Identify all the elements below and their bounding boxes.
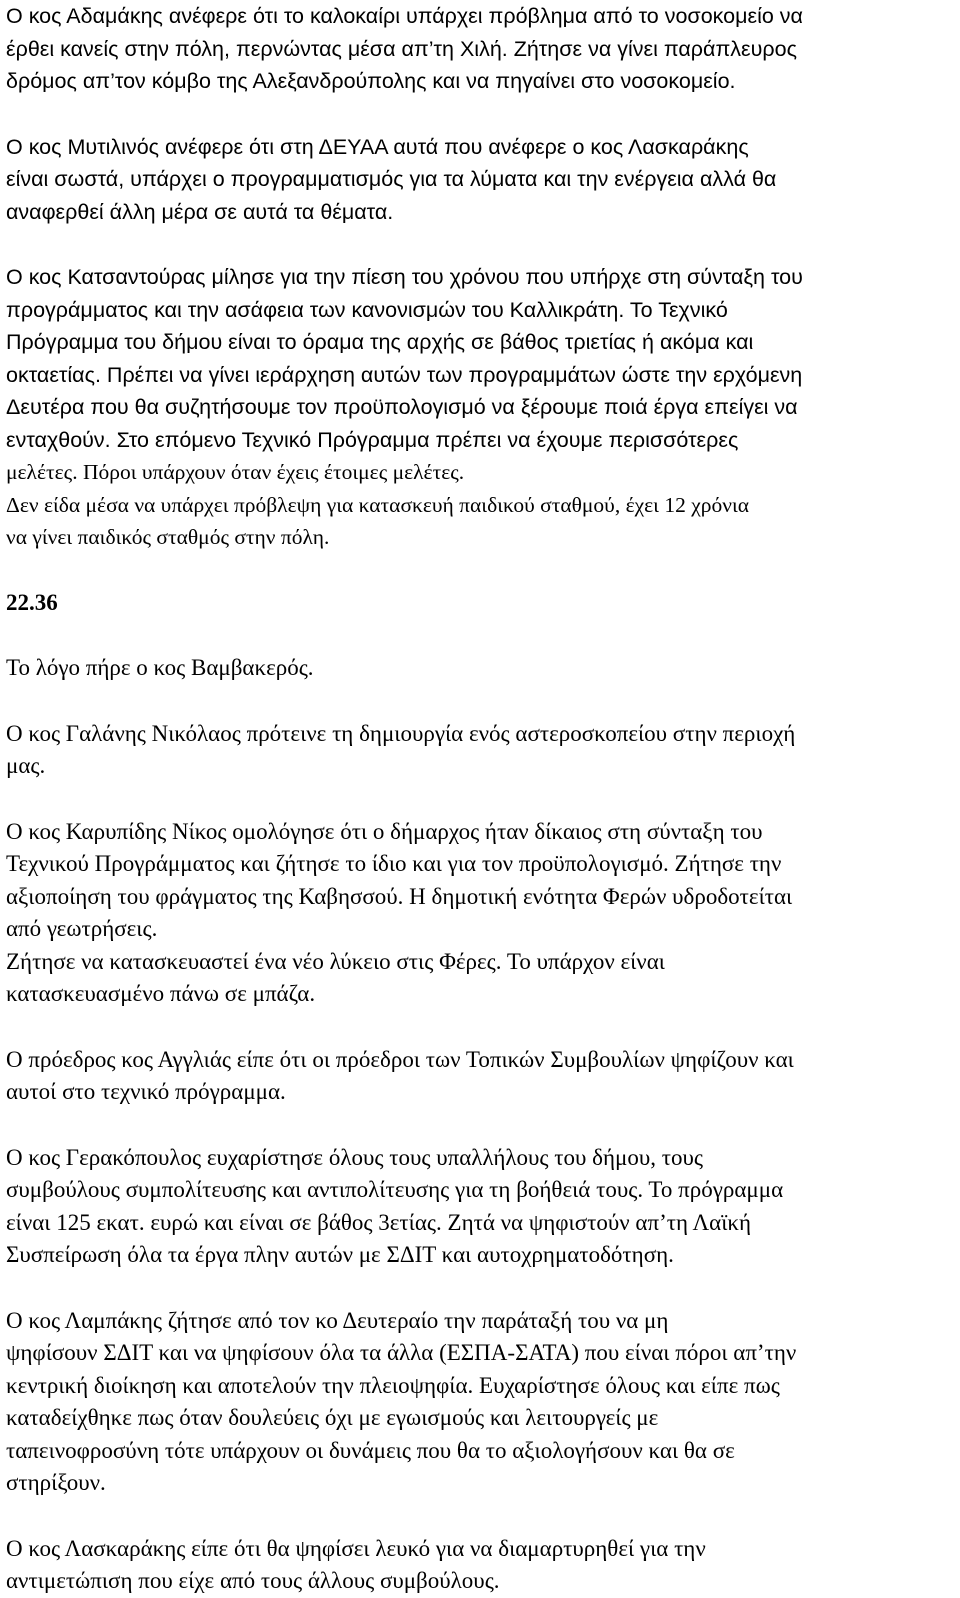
paragraph-gerakopoulos: [6, 1142, 956, 1272]
paragraph-galanis: [6, 718, 956, 783]
text-line: δρόμος απ’τον κόμβο της Αλεξανδρούπολης και να πηγαίνει στο νοσοκομείο.: [6, 69, 736, 93]
paragraph-angliass: [6, 1044, 956, 1109]
text-line: Τεχνικού Προγράμματος και ζήτησε το ίδιο και για τον προϋπολογισμό. Ζήτησε την: [6, 851, 782, 876]
text-line: Ο κος Κατσαντούρας μίλησε για την πίεση του χρόνου που υπήρχε στη σύνταξη του: [6, 265, 803, 289]
paragraph-laskarakis: [6, 1533, 956, 1598]
text-line: Ο κος Λαμπάκης ζήτησε από τον κο Δευτεραίο την παράταξή του να μη: [6, 1307, 669, 1333]
text-line: Δευτέρα που θα συζητήσουμε τον προϋπολογισμό να ξέρουμε ποιά έργα επείγει να: [6, 395, 798, 419]
text-line: Ο κος Γερακόπουλος ευχαρίστησε όλους τους υπαλλήλους του δήμου, τους: [6, 1144, 703, 1170]
text-line: Πρόγραμμα του δήμου είναι το όραμα της αρχής σε βάθος τριετίας ή ακόμα και: [6, 330, 754, 354]
text-line: μελέτες. Πόροι υπάρχουν όταν έχεις έτοιμες μελέτες.: [6, 460, 465, 484]
time-stamp: 22.36: [6, 589, 58, 615]
text-line: είναι σωστά, υπάρχει ο προγραμματισμός για τα λύματα και την ενέργεια αλλά θα: [6, 167, 777, 191]
text-line: Ο κος Λασκαράκης είπε ότι θα ψηφίσει λευκό για να διαμαρτυρηθεί για την: [6, 1535, 706, 1561]
text-line: αξιοποίηση του φράγματος της Καβησσού. Η δημοτική ενότητα Φερών υδροδοτείται: [6, 883, 793, 909]
text-line: από γεωτρήσεις.: [6, 916, 158, 941]
text-line: να γίνει παιδικός σταθμός στην πόλη.: [6, 525, 330, 549]
text-line: Δεν είδα μέσα να υπάρχει πρόβλεψη για κατασκευή παιδικού σταθμού, έχει 12 χρόνια: [6, 492, 749, 517]
text-line: μας.: [6, 753, 46, 778]
text-line: ενταχθούν. Στο επόμενο Τεχνικό Πρόγραμμα πρέπει να έχουμε περισσότερες: [6, 427, 739, 452]
text-line: Ο κος Αδαμάκης ανέφερε ότι το καλοκαίρι υπάρχει πρόβλημα από το νοσοκομείο να: [6, 4, 803, 28]
document-page: [6, 0, 956, 1598]
paragraph-adamakis: [6, 0, 956, 98]
text-line: καταδείχθηκε πως όταν δουλεύεις όχι με εγωισμούς και λειτουργείς με: [6, 1405, 659, 1430]
text-line: ψηφίσουν ΣΔΙΤ και να ψηφίσουν όλα τα άλλα (ΕΣΠΑ-ΣΑΤΑ) που είναι πόροι απ’την: [6, 1340, 797, 1365]
text-line: Ο κος Γαλάνης Νικόλαος πρότεινε τη δημιουργία ενός αστεροσκοπείου στην περιοχή: [6, 720, 796, 746]
text-line: ταπεινοφροσύνη τότε υπάρχουν οι δυνάμεις που θα το αξιολογήσουν και θα σε: [6, 1437, 735, 1463]
text-line: Ο κος Καρυπίδης Νίκος ομολόγησε ότι ο δήμαρχος ήταν δίκαιος στη σύνταξη του: [6, 818, 763, 844]
text-line: Ο κος Μυτιλινός ανέφερε ότι στη ΔΕΥΑΑ αυτά που ανέφερε ο κος Λασκαράκης: [6, 134, 749, 159]
text-line: προγράμματος και την ασάφεια των κανονισμών του Καλλικράτη. Το Τεχνικό: [6, 297, 728, 322]
text-line: Ζήτησε να κατασκευαστεί ένα νέο λύκειο στις Φέρες. Το υπάρχον είναι: [6, 948, 665, 974]
text-line: Συσπείρωση όλα τα έργα πλην αυτών με ΣΔΙΤ και αυτοχρηματοδότηση.: [6, 1242, 674, 1267]
text-line: οκταετίας. Πρέπει να γίνει ιεράρχηση αυτών των προγραμμάτων ώστε την ερχόμενη: [6, 362, 803, 387]
text-line: έρθει κανείς στην πόλη, περνώντας μέσα απ’τη Χιλή. Ζήτησε να γίνει παράπλευρος: [6, 36, 797, 61]
paragraph-lampakis: [6, 1305, 956, 1500]
text-line: συμβούλους συμπολίτευσης και αντιπολίτευσης για τη βοήθειά τους. Το πρόγραμμα: [6, 1177, 784, 1202]
paragraph-karypidis: [6, 816, 956, 1011]
text-line: Το λόγο πήρε ο κος Βαμβακερός.: [6, 655, 314, 680]
paragraph-vamvakeros: [6, 652, 956, 685]
paragraph-katsantouras: [6, 261, 956, 554]
text-line: κεντρική διοίκηση και αποτελούν την πλειοψηφία. Ευχαρίστησε όλους και είπε πως: [6, 1372, 780, 1398]
text-line: αυτοί στο τεχνικό πρόγραμμα.: [6, 1079, 286, 1104]
text-line: αναφερθεί άλλη μέρα σε αυτά τα θέματα.: [6, 199, 394, 224]
text-line: κατασκευασμένο πάνω σε μπάζα.: [6, 981, 316, 1006]
text-line: Ο πρόεδρος κος Αγγλιάς είπε ότι οι πρόεδροι των Τοπικών Συμβουλίων ψηφίζουν και: [6, 1046, 794, 1072]
text-line: είναι 125 εκατ. ευρώ και είναι σε βάθος 3ετίας. Ζητά να ψηφιστούν απ’τη Λαϊκή: [6, 1209, 752, 1235]
text-line: στηρίξουν.: [6, 1470, 106, 1495]
text-line: αντιμετώπιση που είχε από τους άλλους συμβούλους.: [6, 1568, 500, 1593]
paragraph-mytilinos: [6, 131, 956, 229]
